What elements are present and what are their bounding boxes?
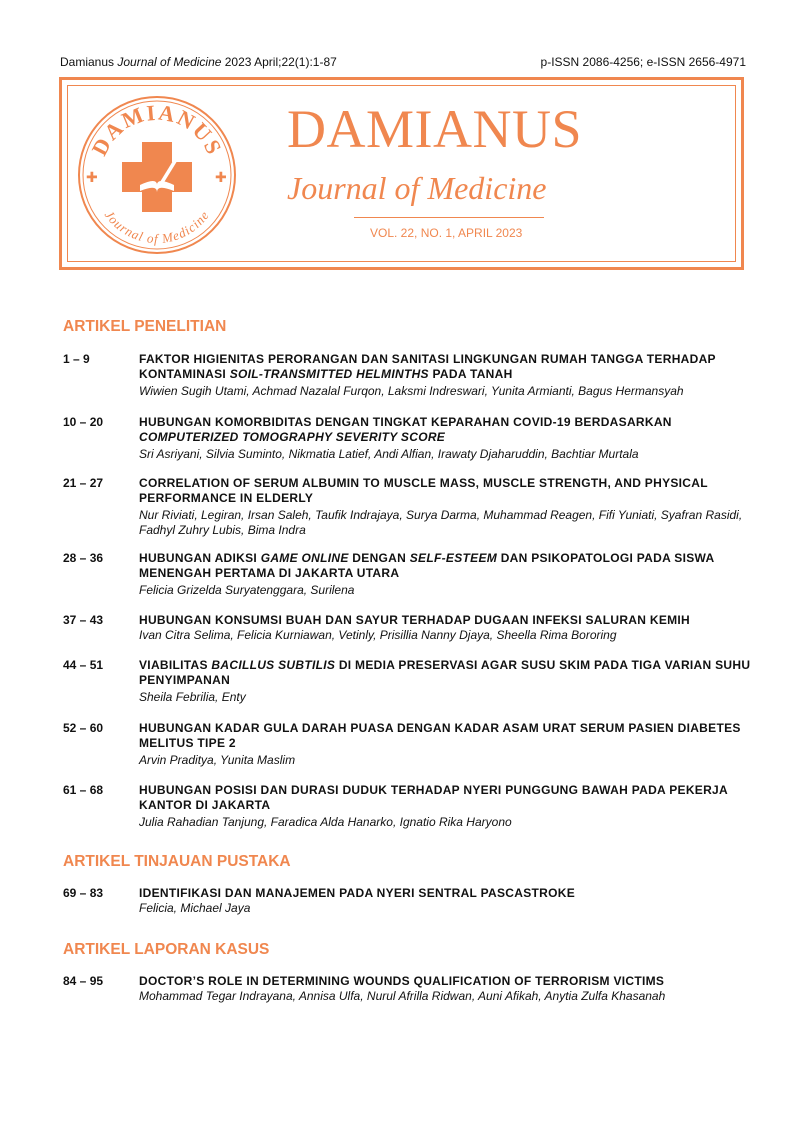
article-title: DOCTOR’S ROLE IN DETERMINING WOUNDS QUALIFICATION OF TERRORISM VICTIMS	[139, 974, 665, 988]
toc-entry[interactable]	[63, 613, 753, 645]
article-authors: Sheila Febrilia, Enty	[139, 690, 246, 704]
page-range: 52 – 60	[63, 721, 104, 735]
article-title: HUBUNGAN POSISI DAN DURASI DUDUK TERHADAP NYERI PUNGGUNG BAWAH PADA PEKERJA KANTOR DI JAKARTA	[139, 783, 728, 812]
section-heading-tinjauan-pustaka: ARTIKEL TINJAUAN PUSTAKA	[63, 853, 291, 870]
svg-text:✚: ✚	[86, 170, 98, 186]
masthead-rule	[354, 217, 544, 218]
citation-journal-italic: Journal of Medicine	[117, 55, 222, 69]
page-range: 69 – 83	[63, 886, 104, 900]
journal-name: DAMIANUS	[287, 99, 583, 159]
toc-entry[interactable]	[63, 415, 753, 463]
article-authors: Arvin Praditya, Yunita Maslim	[139, 753, 296, 767]
article-title: IDENTIFIKASI DAN MANAJEMEN PADA NYERI SENTRAL PASCASTROKE	[139, 886, 576, 900]
toc-entry[interactable]	[63, 974, 753, 1006]
masthead	[59, 77, 744, 270]
article-authors: Ivan Citra Selima, Felicia Kurniawan, Vetinly, Prisillia Nanny Djaya, Sheella Rima Bororing	[139, 628, 617, 642]
citation	[60, 55, 337, 69]
article-title: FAKTOR HIGIENITAS PERORANGAN DAN SANITASI LINGKUNGAN RUMAH TANGGA TERHADAP KONTAMINASI SOIL-TRANSMITTED HELMINTHS PADA TANAH	[139, 352, 716, 381]
issn: p-ISSN 2086-4256; e-ISSN 2656-4971	[540, 55, 746, 69]
page-range: 21 – 27	[63, 476, 104, 490]
article-title: HUBUNGAN KONSUMSI BUAH DAN SAYUR TERHADAP DUGAAN INFEKSI SALURAN KEMIH	[139, 613, 691, 627]
journal-subtitle: Journal of Medicine	[287, 170, 547, 206]
article-title: CORRELATION OF SERUM ALBUMIN TO MUSCLE MASS, MUSCLE STRENGTH, AND PHYSICAL PERFORMANCE IN ELDERLY	[139, 476, 708, 505]
svg-text:✚: ✚	[215, 170, 227, 186]
article-authors: Wiwien Sugih Utami, Achmad Nazalal Furqon, Laksmi Indreswari, Yunita Armianti, Bagus Hermansyah	[139, 384, 684, 398]
logo-text-top: DAMIANUS	[86, 99, 228, 160]
logo-text-bottom: Journal of Medicine	[101, 207, 213, 247]
page-range: 1 – 9	[63, 352, 90, 366]
toc-entry[interactable]	[63, 783, 753, 831]
toc-entry[interactable]	[63, 721, 753, 769]
citation-issue: 2023 April;22(1):1-87	[221, 55, 337, 69]
article-authors: Mohammad Tegar Indrayana, Annisa Ulfa, Nurul Afrilla Ridwan, Auni Afikah, Anytia Zulfa Khasanah	[139, 989, 666, 1003]
article-authors: Felicia Grizelda Suryatenggara, Surilena	[139, 583, 355, 597]
page-range: 37 – 43	[63, 613, 104, 627]
section-heading-laporan-kasus: ARTIKEL LAPORAN KASUS	[63, 941, 270, 958]
article-authors: Felicia, Michael Jaya	[139, 901, 251, 915]
page-range: 84 – 95	[63, 974, 104, 988]
article-title: VIABILITAS BACILLUS SUBTILIS DI MEDIA PRESERVASI AGAR SUSU SKIM PADA TIGA VARIAN SUHU PENYIMPANAN	[139, 658, 751, 687]
article-title: HUBUNGAN KADAR GULA DARAH PUASA DENGAN KADAR ASAM URAT SERUM PASIEN DIABETES MELITUS TIPE 2	[139, 721, 741, 750]
toc-entry[interactable]	[63, 476, 753, 538]
page-range: 61 – 68	[63, 783, 104, 797]
article-title: HUBUNGAN KOMORBIDITAS DENGAN TINGKAT KEPARAHAN COVID-19 BERDASARKAN COMPUTERIZED TOMOGRAPHY SEVERITY SCORE	[139, 415, 672, 444]
citation-journal: Damianus	[60, 55, 118, 69]
page-range: 28 – 36	[63, 551, 104, 565]
svg-text:Journal of Medicine	[102, 208, 212, 247]
article-authors: Sri Asriyani, Silvia Suminto, Nikmatia Latief, Andi Alfian, Irawaty Djaharuddin, Bachtiar Murtala	[139, 447, 639, 461]
article-authors: Julia Rahadian Tanjung, Faradica Alda Hanarko, Ignatio Rika Haryono	[139, 815, 512, 829]
page-range: 10 – 20	[63, 415, 104, 429]
journal-logo	[72, 90, 242, 260]
toc-entry[interactable]	[63, 886, 753, 918]
toc-entry[interactable]	[63, 658, 753, 706]
section-heading-penelitian: ARTIKEL PENELITIAN	[63, 318, 227, 335]
page-range: 44 – 51	[63, 658, 104, 672]
running-header	[60, 55, 746, 71]
toc-entry[interactable]	[63, 352, 753, 400]
toc-entry[interactable]	[63, 551, 753, 599]
article-authors: Nur Riviati, Legiran, Irsan Saleh, Taufik Indrajaya, Surya Darma, Muhammad Reagen, Fifi Yuniati, Syafran Rasidi, Fadhyl Zuhry Lubis, Bima Indra	[139, 508, 743, 537]
article-title: HUBUNGAN ADIKSI GAME ONLINE DENGAN SELF-ESTEEM DAN PSIKOPATOLOGI PADA SISWA MENENGAH PERTAMA DI JAKARTA UTARA	[139, 551, 714, 580]
volume-info: VOL. 22, NO. 1, APRIL 2023	[370, 226, 523, 240]
